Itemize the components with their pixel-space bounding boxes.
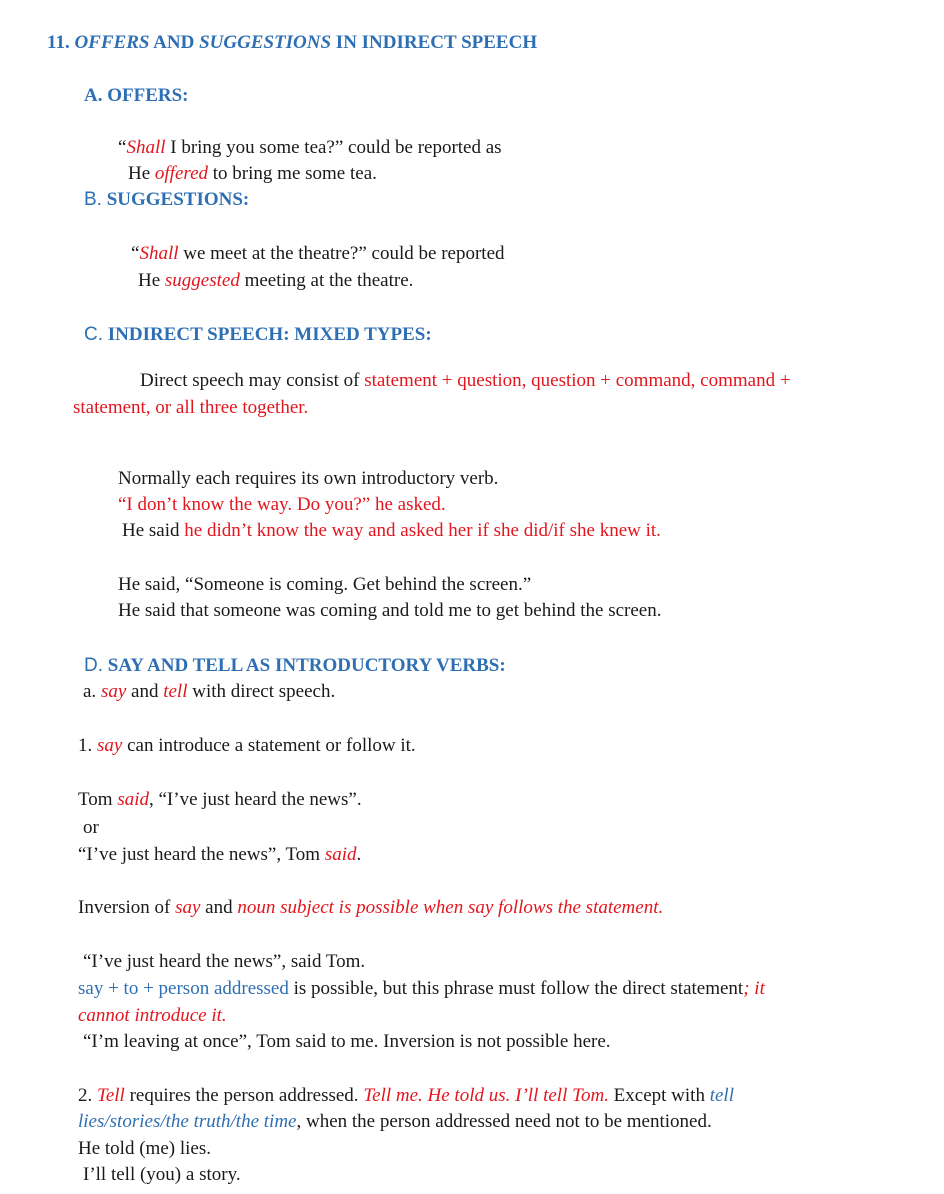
keyword-tell: tell (163, 681, 188, 702)
text: meeting at the theatre. (239, 270, 414, 291)
text: Except with (608, 1085, 710, 1106)
text: 1. (78, 735, 97, 756)
highlight-text: Tell me. He told us. I’ll tell Tom. (363, 1085, 609, 1106)
example-tom-said (78, 790, 362, 809)
rule-1 (78, 736, 416, 755)
section-b-heading (84, 190, 249, 209)
say-to-rule-line-2: cannot introduce it. (78, 1005, 227, 1026)
rule-2-line-2 (78, 1112, 712, 1131)
keyword-shall: Shall (126, 137, 166, 158)
highlight-text: it (754, 978, 765, 999)
keyword-say: say (175, 897, 201, 918)
section-c-example-1: “I don’t know the way. Do you?” he asked. (118, 494, 446, 515)
keyword-suggested: suggested (164, 270, 240, 291)
text: can introduce a statement or follow it. (122, 735, 416, 756)
keyword-shall: Shall (139, 243, 179, 264)
keyword-tell: tell (709, 1085, 734, 1106)
text: 2. (78, 1085, 97, 1106)
section-c-para-1-line-2: statement, or all three together. (73, 397, 309, 418)
section-c-example-3: He said, “Someone is coming. Get behind the screen.” (118, 574, 532, 595)
section-a-line-2 (128, 164, 377, 183)
keyword-said: said (324, 844, 357, 865)
section-c-para-2: Normally each requires its own introductory verb. (118, 468, 499, 489)
section-a-letter: A. (84, 85, 103, 106)
section-b-line-2 (138, 271, 413, 290)
highlight-phrase: say + to + person addressed (78, 978, 289, 999)
section-c-heading (84, 325, 432, 344)
text-semicolon: ; (743, 978, 755, 999)
example-leaving: “I’m leaving at once”, Tom said to me. Inversion is not possible here. (83, 1031, 611, 1052)
keyword-say: say (100, 681, 127, 702)
section-b-title: SUGGESTIONS: (106, 189, 250, 210)
text: Inversion of (78, 897, 176, 918)
title-suggestions: SUGGESTIONS (199, 32, 332, 53)
section-d-title: SAY AND TELL AS INTRODUCTORY VERBS: (107, 655, 506, 676)
text: and (126, 681, 164, 702)
section-c-example-2 (122, 521, 661, 540)
title-and: AND (153, 32, 195, 53)
text: to bring me some tea. (208, 163, 377, 184)
keyword-offered: offered (154, 163, 209, 184)
example-lies: He told (me) lies. (78, 1138, 211, 1159)
section-c-para-1 (140, 371, 791, 390)
section-c-letter: C. (84, 324, 103, 345)
keyword-said: said (117, 789, 149, 810)
example-story: I’ll tell (you) a story. (83, 1164, 241, 1185)
section-a-line-1 (118, 138, 502, 157)
text: we meet at the theatre?” could be reported (178, 243, 505, 264)
section-a-title: OFFERS: (107, 85, 189, 106)
section-d-sub-a (83, 682, 335, 701)
text: with direct speech. (187, 681, 336, 702)
text: and (200, 897, 238, 918)
text: , “I’ve just heard the news”. (149, 789, 362, 810)
text: is possible, but this phrase must follow the direct statement (288, 978, 744, 999)
highlight-phrase: lies/stories/the truth/the time (78, 1111, 297, 1132)
highlight-text: noun subject is possible when say follows the statement. (237, 897, 664, 918)
section-d-heading (84, 656, 506, 675)
example-said-tom: “I’ve just heard the news”, said Tom. (83, 951, 366, 972)
text: “I’ve just heard the news”, Tom (78, 844, 325, 865)
quote-open: “ (118, 137, 127, 158)
title-number: 11. (47, 32, 70, 53)
text: . (356, 844, 362, 865)
section-c-example-4: He said that someone was coming and told me to get behind the screen. (118, 600, 662, 621)
text: requires the person addressed. (124, 1085, 364, 1106)
title-offers: OFFERS (74, 32, 150, 53)
highlight-text: he didn’t know the way and asked her if she did/if she knew it. (184, 520, 661, 541)
rule-2 (78, 1086, 734, 1105)
section-b-letter: B. (84, 189, 102, 210)
text: Tom (78, 789, 118, 810)
example-news-tom-said (78, 845, 361, 864)
keyword-say: say (97, 735, 123, 756)
text: I bring you some tea?” could be reported as (165, 137, 502, 158)
section-c-title: INDIRECT SPEECH: MIXED TYPES: (107, 324, 432, 345)
text: He (128, 163, 155, 184)
quote-open: “ (131, 243, 140, 264)
inversion-rule (78, 898, 663, 917)
page-title (47, 33, 537, 52)
text: He said (122, 520, 185, 541)
text: He (138, 270, 165, 291)
say-to-rule (78, 979, 765, 998)
text: , when the person addressed need not to be mentioned. (296, 1111, 712, 1132)
title-rest: IN INDIRECT SPEECH (335, 32, 538, 53)
text: a. (83, 681, 101, 702)
or-text: or (83, 817, 99, 838)
section-b-line-1 (131, 244, 505, 263)
section-a-heading (84, 86, 189, 105)
text: Direct speech may consist of (140, 370, 365, 391)
keyword-tell: Tell (97, 1085, 125, 1106)
highlight-text: statement + question, question + command, command + (364, 370, 791, 391)
section-d-letter: D. (84, 655, 103, 676)
